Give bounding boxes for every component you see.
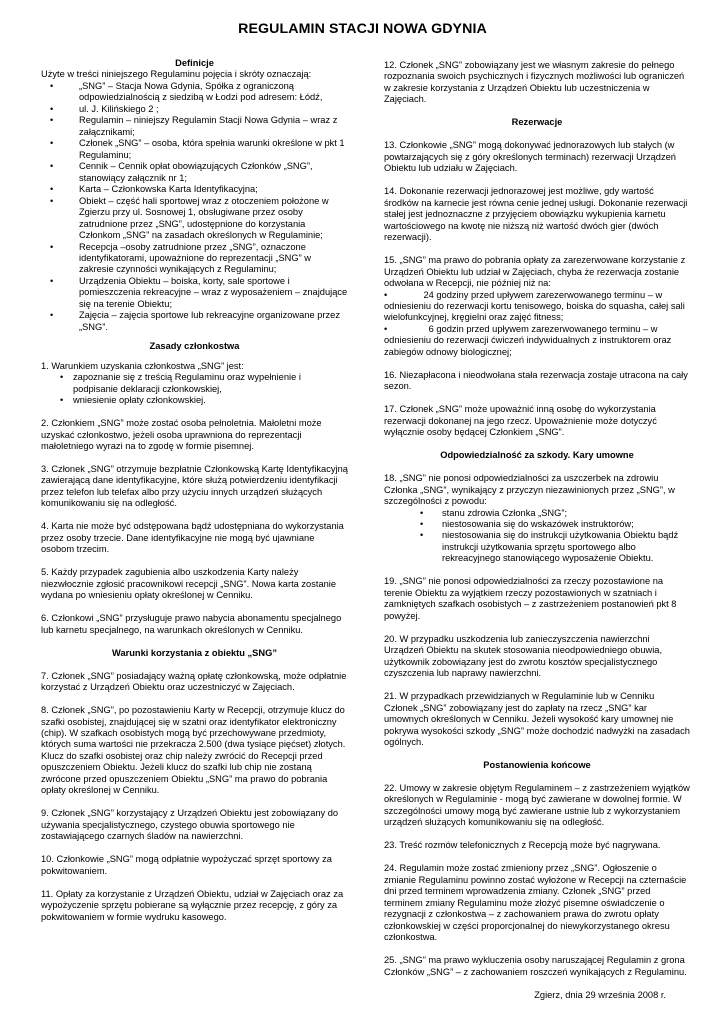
paragraph-3: 3. Członek „SNG” otrzymuje bezpłatnie Członkowską Kartę Identyfikacyjną zawierającą dane identyfikacyjne, które służą potwierdzeniu identyfikacji przez telefon lub telefax albo przy użyciu innych urządzeń służących komunikowaniu się na odległość. bbox=[41, 464, 348, 509]
list-item: • ul. J. Kilińskiego 2 ; bbox=[41, 104, 348, 115]
list-item: • Regulamin – niniejszy Regulamin Stacji Nowa Gdynia – wraz z załącznikami; bbox=[41, 115, 348, 138]
list-item: • Członek „SNG” – osoba, która spełnia warunki określone w pkt 1 Regulaminu; bbox=[41, 138, 348, 161]
paragraph-4: 4. Karta nie może być odstępowana bądź udostępniana do wykorzystania przez osoby trzecie. Dane identyfikacyjne nie mogą być ujawniane osobom trzecim. bbox=[41, 521, 344, 555]
paragraph-16: 16. Niezapłacona i nieodwołana stała rezerwacja zostaje utracona na cały sezon. bbox=[384, 369, 688, 392]
paragraph-1-intro: 1. Warunkiem uzyskania członkostwa „SNG” jest: bbox=[41, 360, 244, 371]
section-heading-final: Postanowienia końcowe bbox=[483, 759, 591, 770]
paragraph-15-intro: 15. „SNG” ma prawo do pobrania opłaty za zarezerwowane korzystanie z Urządzeń Obiektu lub udział w Zajęciach, chyba że rezerwacja zostanie odwołana w Recepcji, nie później niż na: bbox=[384, 255, 686, 289]
paragraph-2: 2. Członkiem „SNG” może zostać osoba pełnoletnia. Małoletni może uzyskać członkostwo, jeżeli osoba uprawniona do reprezentacji małoletniego wyrazi na to zgodę w formie pisemnej. bbox=[41, 418, 322, 452]
bullet-icon: • bbox=[384, 323, 388, 334]
liability-exclusions-list bbox=[410, 508, 690, 565]
definitions-intro: Użyte w treści niniejszego Regulaminu pojęcia i skróty oznaczają: bbox=[41, 69, 312, 80]
document-title: REGULAMIN STACJI NOWA GDYNIA bbox=[238, 21, 487, 37]
paragraph-14: 14. Dokonanie rezerwacji jednorazowej jest możliwe, gdy wartość środków na karnecie jest równa cenie jednej usługi. Dokonanie rezerwacji stałej jest jednoznaczne z przyjęciem obowiązku wykupienia karnetu wartościowego na kwotę nie niższą niż wartość dwóch gier (dwóch rezerwacji). bbox=[384, 186, 688, 243]
paragraph-10: 10. Członkowie „SNG” mogą odpłatnie wypożyczać sprzęt sportowy za pokwitowaniem. bbox=[41, 854, 332, 876]
paragraph-9: 9. Członek „SNG” korzystający z Urządzeń Obiektu jest zobowiązany do używania specjalistycznego, czystego obuwia sportowego nie zostawiającego czarnych śladów na nawierzchni. bbox=[41, 808, 339, 842]
right-column bbox=[384, 60, 690, 1001]
section-heading-liability: Odpowiedzialność za szkody. Kary umowne bbox=[440, 450, 634, 461]
list-item-text: 24 godziny przed upływem zarezerwowanego terminu – w odniesieniu do rezerwacji kortu tenisowego, boiska do squasha, całej sali wielofunkcyjnej, kręgielni oraz zajęć fitness; bbox=[384, 289, 685, 323]
section-heading-usage: Warunki korzystania z obiektu „SNG” bbox=[112, 647, 277, 658]
paragraph-8: 8. Członek „SNG”, po pozostawieniu Karty w Recepcji, otrzymuje klucz do szafki osobistej, znajdującej się w szatni oraz identyfikator elektroniczny (chip). W szafkach osobistych mogą być przechowywane przedmioty, których suma wartości nie przekracza 2.500 (dwa tysiące pięćset) złotych. Klucz do szafki osobistej oraz chip należy zwrócić do Recepcji przed opuszczeniem Obiektu. Jeżeli klucz do szafki lub chip nie zostaną zwrócone przed opuszczeniem Obiektu „SNG” ma prawo do pobrania opłaty określonej w Cenniku. bbox=[41, 705, 346, 796]
paragraph-23: 23. Treść rozmów telefonicznych z Recepcją może być nagrywana. bbox=[384, 840, 661, 851]
list-item: • Recepcja –osoby zatrudnione przez „SNG”, oznaczone identyfikatorami, upoważnione do reprezentacji „SNG” w zakresie czynności wynikających z Regulaminu; bbox=[41, 242, 348, 276]
list-item: • wniesienie opłaty członkowskiej. bbox=[41, 395, 348, 406]
paragraph-18-intro: 18. „SNG” nie ponosi odpowiedzialności za uszczerbek na zdrowiu Członka „SNG”, wynikający z przyczyn niezawinionych przez „SNG”, w szczególności z powodu: bbox=[384, 473, 675, 507]
paragraph-21: 21. W przypadkach przewidzianych w Regulaminie lub w Cenniku Członek „SNG” zobowiązany jest do zapłaty na rzecz „SNG” kar umownych określonych w Cenniku. Jeżeli wysokość kary umownej nie pokrywa wysokości szkody „SNG” może dochodzić nadwyżki na zasadach ogólnych. bbox=[384, 691, 690, 747]
section-heading-reservations: Rezerwacje bbox=[511, 117, 563, 128]
list-item: • Zajęcia – zajęcia sportowe lub rekreacyjne organizowane przez „SNG”. bbox=[41, 310, 348, 333]
paragraph-5: 5. Każdy przypadek zagubienia albo uszkodzenia Karty należy niezwłocznie zgłosić pracownikowi recepcji „SNG”. Nowa karta zostanie wydana po wniesieniu opłaty określonej w Cenniku. bbox=[41, 567, 337, 601]
section-heading-definitions: Definicje bbox=[175, 58, 214, 68]
membership-conditions-list bbox=[41, 372, 348, 406]
definitions-list bbox=[41, 81, 348, 333]
paragraph-15-item-2 bbox=[384, 324, 690, 358]
paragraph-19: 19. „SNG” nie ponosi odpowiedzialności za rzeczy pozostawione na terenie Obiektu za wyjątkiem rzeczy pozostawionych w szatniach i zamkniętych szafkach osobistych – z zastrzeżeniem postanowień pkt 8 powyżej. bbox=[384, 576, 677, 621]
list-item: • Karta – Członkowska Karta Identyfikacyjna; bbox=[41, 184, 348, 195]
paragraph-7: 7. Członek „SNG” posiadający ważną opłatę członkowską, może odpłatnie korzystać z Urządzeń Obiektu oraz uczestniczyć w Zajęciach. bbox=[41, 670, 347, 693]
paragraph-22: 22. Umowy w zakresie objętym Regulaminem – z zastrzeżeniem wyjątków określonych w Regulaminie - mogą być zawierane w dowolnej formie. W szczególności umowy mogą być zawierane ustnie lub z wykorzystaniem urządzeń służących komunikowaniu się na odległość. bbox=[384, 782, 690, 828]
paragraph-20: 20. W przypadku uszkodzenia lub zanieczyszczenia nawierzchni Urządzeń Obiektu na skutek stosowania nieodpowiedniego obuwia, użytkownik zobowiązany jest do zwrotu kosztów specjalistycznego czyszczenia lub naprawy nawierzchni. bbox=[384, 633, 663, 679]
left-column bbox=[41, 58, 348, 923]
list-item-text: 6 godzin przed upływem zarezerwowanego terminu – w odniesieniu do rezerwacji ćwiczeń indywidualnych z instruktorem oraz zabiegów odnowy biologicznej; bbox=[384, 323, 672, 357]
paragraph-12: 12. Członek „SNG” zobowiązany jest we własnym zakresie do pełnego rozpoznania swoich psychicznych i fizycznych możliwości lub ograniczeń w zakresie korzystania z Urządzeń Obiektu lub uczestniczenia w Zajęciach. bbox=[384, 60, 685, 105]
paragraph-24: 24. Regulamin może zostać zmieniony przez „SNG”. Ogłoszenie o zmianie Regulaminu powinno zostać wyłożone w Recepcji na czternaście dni przed terminem wprowadzenia zmiany. Członek „SNG” przed terminem zmiany Regulaminu może złożyć pisemne oświadczenie o rezygnacji z członkostwa – z zachowaniem prawa do zwrotu opłaty członkowskiej w części proporcjonalnej do niewykorzystanego okresu członkostwa. bbox=[384, 863, 687, 943]
paragraph-13: 13. Członkowie „SNG” mogą dokonywać jednorazowych lub stałych (w powtarzających się z góry określonych terminach) rezerwacji Urządzeń Obiektu lub udziału w Zajęciach. bbox=[384, 140, 676, 174]
list-item: • Urządzenia Obiektu – boiska, korty, sale sportowe i pomieszczenia rekreacyjne – wraz z wyposażeniem – znajdujące się na terenie Obiektu; bbox=[41, 276, 348, 310]
paragraph-6: 6. Członkowi „SNG” przysługuje prawo nabycia abonamentu specjalnego lub karnetu specjalnego, na warunkach określonych w Cenniku. bbox=[41, 613, 342, 635]
section-heading-membership: Zasady członkostwa bbox=[149, 341, 240, 352]
paragraph-25: 25. „SNG” ma prawo wykluczenia osoby naruszającej Regulamin z grona Członków „SNG” – z zachowaniem roszczeń wynikających z Regulaminu. bbox=[384, 955, 687, 977]
list-item: • stanu zdrowia Członka „SNG”; bbox=[410, 508, 690, 519]
paragraph-11: 11. Opłaty za korzystanie z Urządzeń Obiektu, udział w Zajęciach oraz za wypożyczenie sprzętu pobierane są wyłącznie przez recepcję, z góry za pokwitowaniem w formie wydruku kasowego. bbox=[41, 888, 344, 922]
list-item: • niestosowania się do instrukcji użytkowania Obiektu bądź instrukcji użytkowania sprzętu sportowego albo rekreacyjnego stanowiącego wyposażenie Obiektu. bbox=[410, 530, 690, 564]
list-item: • „SNG” – Stacja Nowa Gdynia, Spółka z ograniczoną odpowiedzialnością z siedzibą w Łodzi pod adresem: Łódź, bbox=[41, 81, 348, 104]
list-item: • niestosowania się do wskazówek instruktorów; bbox=[410, 519, 690, 530]
bullet-icon: • bbox=[384, 289, 388, 300]
list-item: • Cennik – Cennik opłat obowiązujących Członków „SNG”, stanowiący załącznik nr 1; bbox=[41, 161, 348, 184]
signature-date: Zgierz, dnia 29 września 2008 r. bbox=[534, 989, 666, 1000]
paragraph-15-item-1 bbox=[384, 290, 690, 324]
paragraph-17: 17. Członek „SNG” może upoważnić inną osobę do wykorzystania rezerwacji dokonanej na jego rzecz. Upoważnienie może dotyczyć wyłącznie osoby będącej Członkiem „SNG”. bbox=[384, 404, 657, 438]
list-item: • zapoznanie się z treścią Regulaminu oraz wypełnienie i podpisanie deklaracji członkowskiej, bbox=[41, 372, 348, 395]
list-item: • Obiekt – część hali sportowej wraz z otoczeniem położone w Zgierzu przy ul. Sosnowej 1, obsługiwane przez osoby zatrudnione przez „SNG”, udostępnione do korzystania Członkom „SNG” na zasadach określonych w Regulaminie; bbox=[41, 196, 348, 242]
